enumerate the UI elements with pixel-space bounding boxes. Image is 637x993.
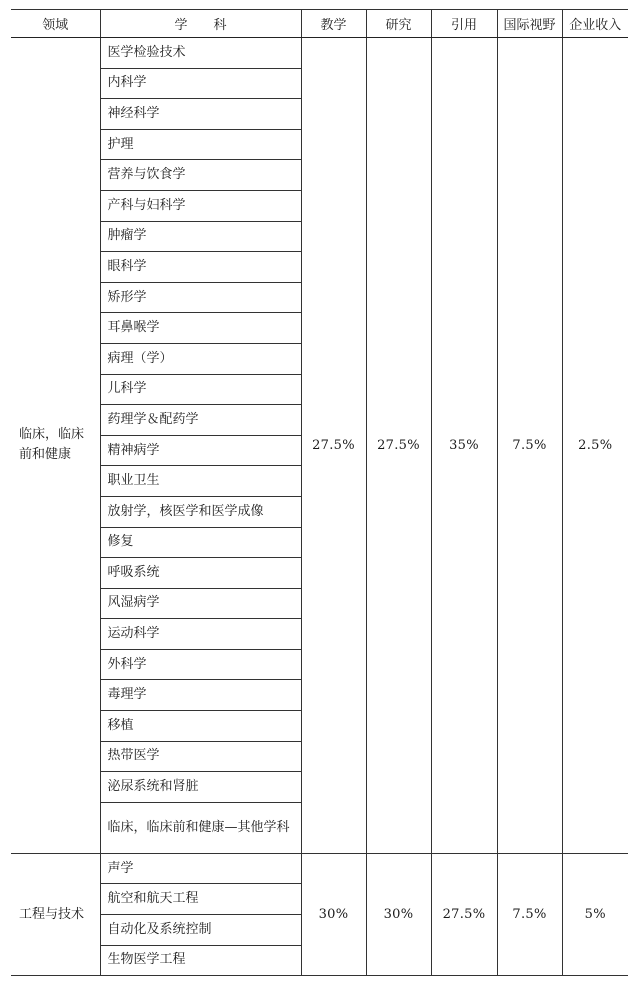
table-row [11, 38, 628, 69]
subject-cell: 移植 [100, 711, 301, 742]
header-field: 领域 [11, 10, 100, 38]
subject-cell: 自动化及系统控制 [100, 915, 301, 946]
research-weight-cell: 30% [366, 853, 431, 975]
subject-cell: 泌尿系统和肾脏 [100, 772, 301, 803]
field-cell: 工程与技术 [11, 853, 100, 975]
subject-cell: 临床，临床前和健康—其他学科 [100, 802, 301, 853]
subject-cell: 病理（学） [100, 343, 301, 374]
international-weight-cell: 7.5% [497, 853, 562, 975]
subject-cell: 毒理学 [100, 680, 301, 711]
table-row [11, 853, 628, 884]
weights-table [11, 9, 628, 976]
subject-cell: 放射学，核医学和医学成像 [100, 496, 301, 527]
subject-cell: 航空和航天工程 [100, 884, 301, 915]
research-weight-cell: 27.5% [366, 38, 431, 854]
subject-cell: 运动科学 [100, 619, 301, 650]
subject-cell: 营养与饮食学 [100, 160, 301, 191]
industry-weight-cell: 5% [562, 853, 628, 975]
subject-cell: 肿瘤学 [100, 221, 301, 252]
teaching-weight-cell: 27.5% [301, 38, 366, 854]
header-industry: 企业收入 [562, 10, 628, 38]
header-citations: 引用 [431, 10, 497, 38]
citations-weight-cell: 27.5% [431, 853, 497, 975]
subject-cell: 风湿病学 [100, 588, 301, 619]
subject-cell: 药理学＆配药学 [100, 405, 301, 436]
subject-cell: 呼吸系统 [100, 558, 301, 589]
subject-cell: 医学检验技术 [100, 38, 301, 69]
teaching-weight-cell: 30% [301, 853, 366, 975]
subject-cell: 声学 [100, 853, 301, 884]
field-cell: 临床，临床前和健康 [11, 38, 100, 854]
subject-cell: 外科学 [100, 649, 301, 680]
subject-cell: 生物医学工程 [100, 945, 301, 976]
subject-cell: 精神病学 [100, 435, 301, 466]
header-international: 国际视野 [497, 10, 562, 38]
subject-cell: 矫形学 [100, 282, 301, 313]
subject-cell: 耳鼻喉学 [100, 313, 301, 344]
subject-cell: 护理 [100, 129, 301, 160]
subject-cell: 修复 [100, 527, 301, 558]
subject-cell: 热带医学 [100, 741, 301, 772]
subject-cell: 儿科学 [100, 374, 301, 405]
subject-cell: 产科与妇科学 [100, 190, 301, 221]
citations-weight-cell: 35% [431, 38, 497, 854]
subject-cell: 眼科学 [100, 252, 301, 283]
header-teaching: 教学 [301, 10, 366, 38]
subject-cell: 神经科学 [100, 99, 301, 130]
industry-weight-cell: 2.5% [562, 38, 628, 854]
header-subject: 学 科 [100, 10, 301, 38]
subject-cell: 内科学 [100, 68, 301, 99]
header-research: 研究 [366, 10, 431, 38]
international-weight-cell: 7.5% [497, 38, 562, 854]
subject-cell: 职业卫生 [100, 466, 301, 497]
header-row [11, 10, 628, 38]
